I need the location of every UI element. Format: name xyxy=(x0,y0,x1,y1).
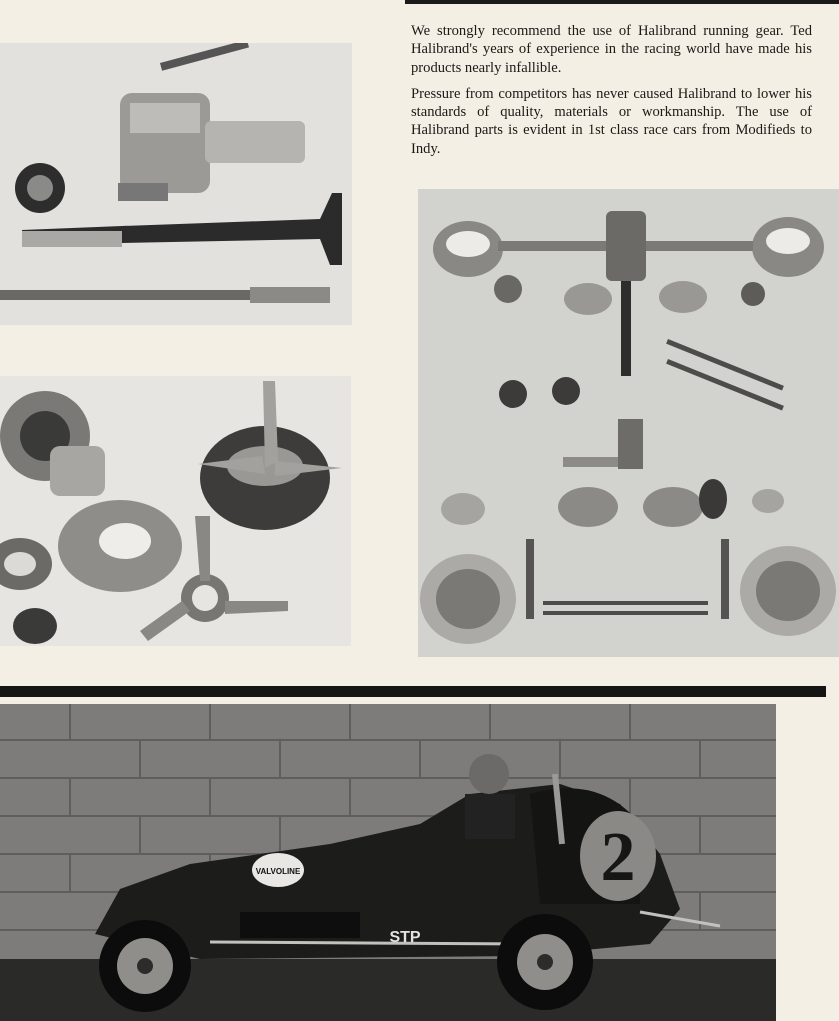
stp-decal: STP xyxy=(389,929,421,946)
paragraph-halibrand-quality: Pressure from competitors has never caused Halibrand to lower his standards of quality, materials or workmanship. The use of Halibrand parts is evident in 1st class race cars from Modifieds to Indy. xyxy=(411,85,812,157)
photo-quick-change-parts xyxy=(0,43,352,325)
quick-change-illustration xyxy=(0,43,352,325)
race-car-illustration xyxy=(0,704,776,1021)
intro-text xyxy=(411,22,812,166)
photo-running-gear-layout xyxy=(418,189,839,657)
running-gear-illustration xyxy=(418,189,839,657)
paragraph-halibrand-recommendation: We strongly recommend the use of Halibrand running gear. Ted Halibrand's years of experience in the racing world have made his products nearly infallible. xyxy=(411,23,812,76)
photo-race-car xyxy=(0,704,776,1021)
hubs-illustration xyxy=(0,376,351,646)
photo-hubs-and-spinners xyxy=(0,376,351,646)
valvoline-decal: VALVOLINE xyxy=(255,867,301,876)
section-divider xyxy=(0,686,826,697)
car-number-decal: 2 xyxy=(600,819,636,896)
top-rule xyxy=(405,0,839,4)
